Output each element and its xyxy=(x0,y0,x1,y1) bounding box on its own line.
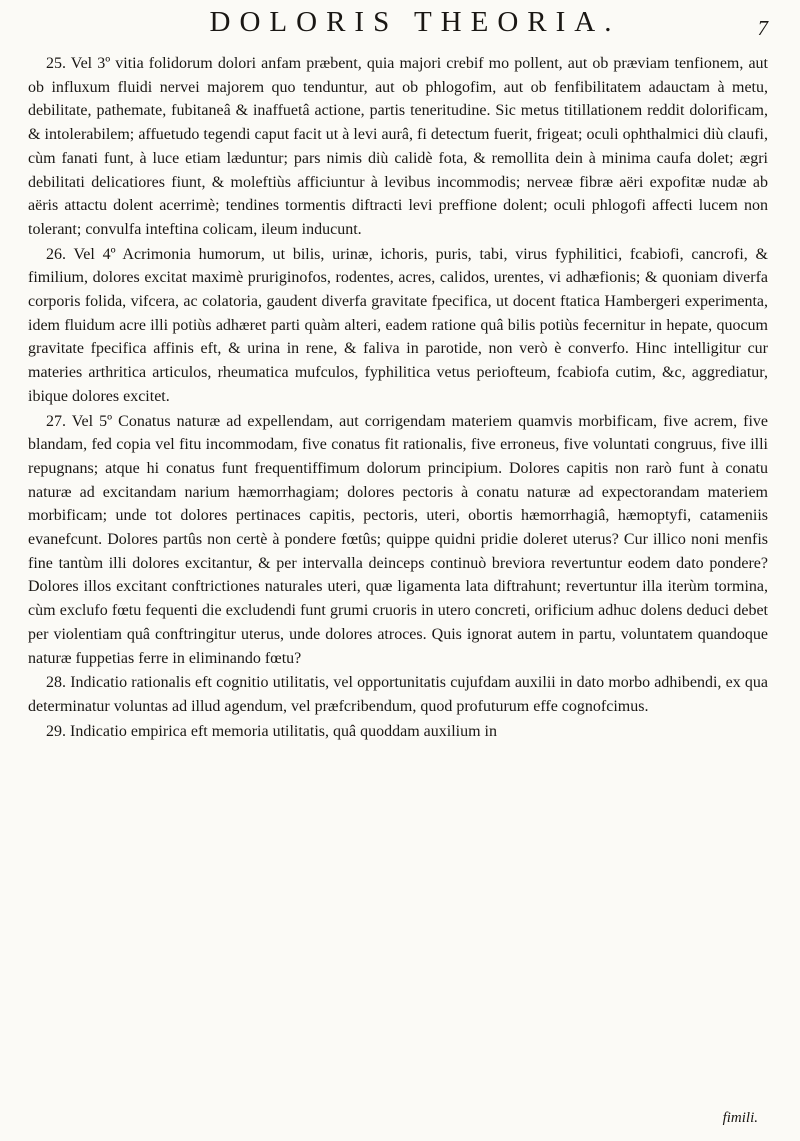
running-title: DOLORIS THEORIA. xyxy=(209,6,621,38)
paragraph-text: Indicatio rationalis eft cognitio utilitatis, vel opportunitatis cujufdam auxilii in dato morbo adhibendi, ex qua determinatur voluntas ad illud agendum, vel præfcribendum, quod profuturum effe cognofcimus. xyxy=(28,674,768,715)
paragraph-26 xyxy=(28,243,768,409)
paragraph-29 xyxy=(28,720,768,744)
paragraph-number: 27. xyxy=(46,412,66,430)
paragraph-number: 29. xyxy=(46,722,66,740)
paragraph-28 xyxy=(28,671,768,718)
catchword: fimili. xyxy=(722,1110,758,1126)
paragraph-27 xyxy=(28,410,768,671)
paragraph-text: Vel 5º Conatus naturæ ad expellendam, aut corrigendam materiem quamvis morbificam, five acrem, five blandam, fed copia vel fitu incommodam, five conatus fit rationalis, five erroneus, five voluntati congruus, five illi repugnans; atque hi conatus funt frequentiffimum dolorum principium. Dolores capitis non rarò funt à conatu naturæ ad excitandam narium hæmorrhagiam; dolores pectoris à conatu naturæ ad expectorandam materiem morbificam; unde tot dolores pertinaces capitis, pectoris, uteri, obortis hæmorrhagiâ, hæmoptyfi, catameniis evanefcunt. Dolores partûs non certè à pondere fœtûs; quippe quidni pridie doleret uterus? Cur illico noni menfis fine tantùm illi dolores excitantur, & per intervalla deinceps continuò breviora revertuntur eodem dato pondere? Dolores illos excitant conftrictiones naturales uteri, quæ ligamenta lata diftrahunt; revertuntur illa iterùm tormina, cùm exclufo fœtu fequenti die excludendi funt grumi cruoris in utero concreti, orificium adhuc dolens deduci debet per violentiam quâ conftringitur uterus, unde dolores atroces. Quis ignorat autem in partu, voluntatem quandoque naturæ fuppetias ferre in eliminando fœtu? xyxy=(28,412,768,667)
paragraph-25 xyxy=(28,52,768,242)
paragraph-number: 28. xyxy=(46,674,66,692)
body-text xyxy=(28,52,768,744)
paragraph-number: 26. xyxy=(46,245,66,263)
paragraph-text: Indicatio empirica eft memoria utilitatis, quâ quoddam auxilium in xyxy=(70,722,497,740)
page-number: 7 xyxy=(757,16,768,40)
paragraph-text: Vel 3º vitia folidorum dolori anfam præbent, quia majori crebif mo pollent, aut ob præviam tenfionem, aut ob influxum fluidi nervei majorem quo tenduntur, aut ob phlogofim, aut ob fenfibilitatem adauctam à metu, debilitate, pathemate, fubitaneâ & inaffuetâ actione, partis teneritudine. Sic metus titillationem reddit dolorificam, & intolerabilem; affuetudo tegendi caput facit ut à levi aurâ, fi detectum fuerit, frigeat; oculi ophthalmici diù claufi, cùm fanati funt, à luce etiam læduntur; pars nimis diù calidè fota, & remollita dein à minima caufa dolet; ægri debilitati delicatiores fiunt, & moleftiùs afficiuntur à levibus incommodis; nerveæ fibræ aëri expofitæ nudæ ab aëris attactu dolent acerrimè; tendines tormentis diftracti levi preffione dolent; oculi phlogofi affecti lucem non tolerant; convulfa inteftina colicam, ileum inducunt. xyxy=(28,55,768,238)
paragraph-number: 25. xyxy=(46,55,66,72)
paragraph-text: Vel 4º Acrimonia humorum, ut bilis, urinæ, ichoris, puris, tabi, virus fyphilitici, fcabiofi, cancrofi, & fimilium, dolores excitat maximè pruriginofos, rodentes, acres, calidos, urentes, vi adhæfionis; & quoniam diverfa corporis folida, vifcera, ac colatoria, gaudent diverfa gravitate fpecifica, ut docent ftatica Hambergeri experimenta, idem fluidum acre illi potiùs adhæret parti quàm alteri, eadem ratione quâ bilis potiùs fecernitur in hepate, quocum gravitate fpecifica affinis eft, & urina in rene, & faliva in parotide, non verò è converfo. Hinc intelligitur cur materies arthritica articulos, rheumatica mufculos, fyphilitica vetus periofteum, fcabiofa cutim, &c, aggrediatur, ibique dolores excitet. xyxy=(28,245,768,405)
running-head xyxy=(60,4,770,48)
